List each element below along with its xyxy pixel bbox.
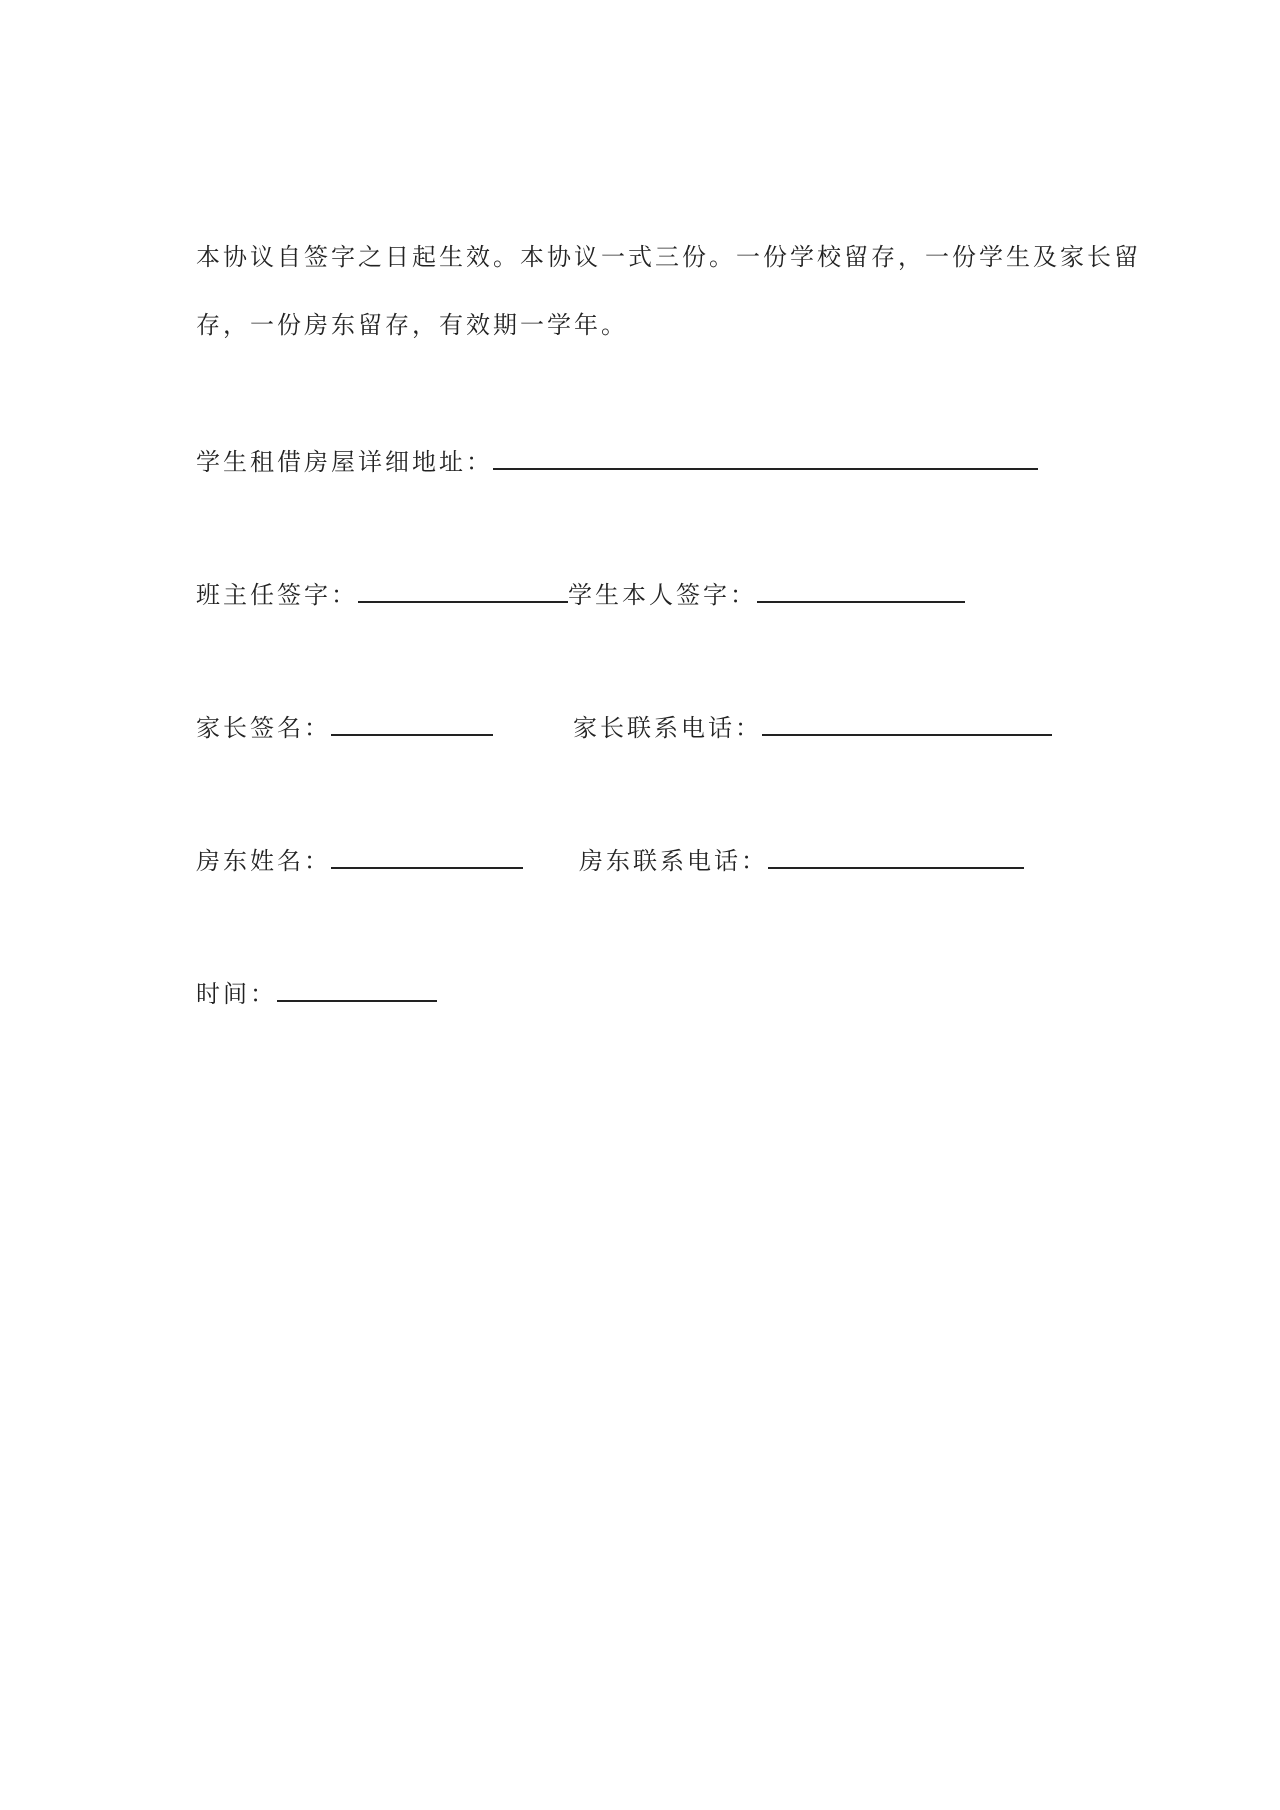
date-row bbox=[196, 978, 437, 1009]
address-blank[interactable] bbox=[493, 446, 1038, 470]
student-signature-label: 学生本人签字： bbox=[568, 581, 757, 609]
address-label: 学生租借房屋详细地址： bbox=[196, 448, 493, 476]
address-row bbox=[196, 446, 1038, 477]
parent-name-blank[interactable] bbox=[331, 712, 493, 736]
landlord-row bbox=[196, 845, 1024, 876]
agreement-paragraph-line-2: 存，一份房东留存，有效期一学年。 bbox=[196, 311, 628, 339]
parent-row bbox=[196, 712, 1052, 743]
landlord-name-label: 房东姓名： bbox=[196, 847, 331, 875]
landlord-name-blank[interactable] bbox=[331, 845, 523, 869]
parent-name-label: 家长签名： bbox=[196, 714, 331, 742]
landlord-phone-blank[interactable] bbox=[768, 845, 1024, 869]
date-blank[interactable] bbox=[277, 978, 437, 1002]
landlord-phone-label: 房东联系电话： bbox=[579, 847, 768, 875]
head-teacher-signature-blank[interactable] bbox=[358, 579, 568, 603]
head-teacher-label: 班主任签字： bbox=[196, 581, 358, 609]
parent-phone-blank[interactable] bbox=[762, 712, 1052, 736]
student-signature-blank[interactable] bbox=[757, 579, 965, 603]
agreement-paragraph-line-1: 本协议自签字之日起生效。本协议一式三份。一份学校留存，一份学生及家长留 bbox=[196, 243, 1141, 271]
parent-phone-label: 家长联系电话： bbox=[573, 714, 762, 742]
date-label: 时间： bbox=[196, 980, 277, 1008]
signature-row bbox=[196, 579, 965, 610]
